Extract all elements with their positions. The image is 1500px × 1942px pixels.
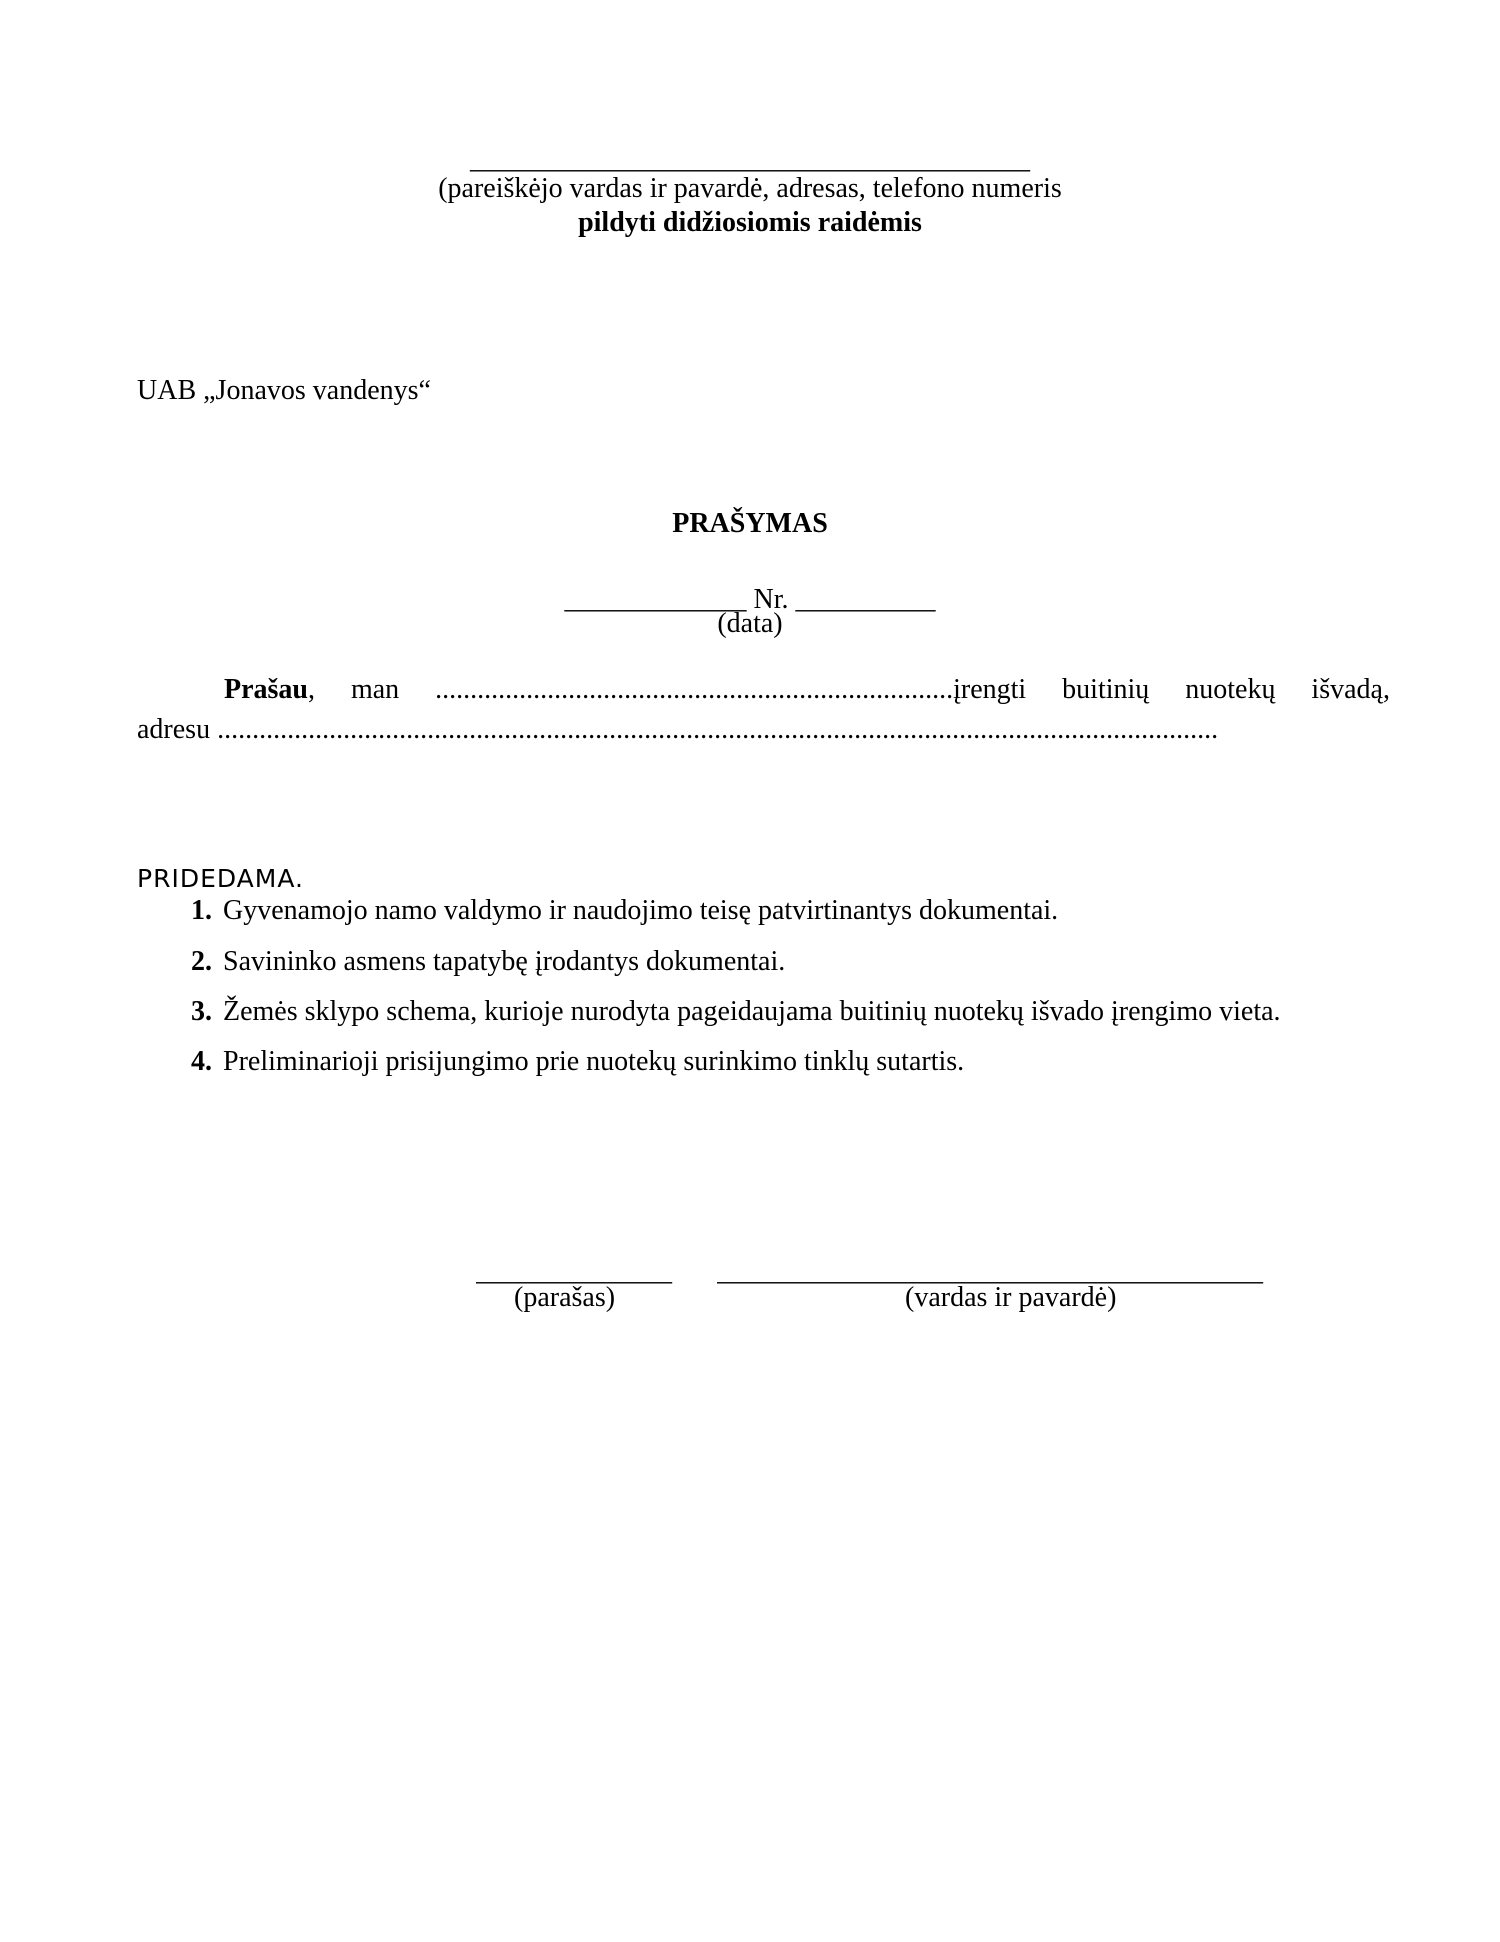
item-text: Gyvenamojo namo valdymo ir naudojimo teisę patvirtinantys dokumentai. xyxy=(223,895,1059,926)
request-comma: , xyxy=(308,674,315,705)
fill-hint: pildyti didžiosiomis raidėmis xyxy=(578,207,922,238)
request-word: išvadą, xyxy=(1311,674,1390,705)
date-caption: (data) xyxy=(717,608,783,639)
attachments-heading: PRIDEDAMA. xyxy=(137,864,304,893)
nr-blank: __________ xyxy=(795,584,936,615)
attachment-item xyxy=(191,948,785,976)
request-word: buitinių xyxy=(1062,674,1150,705)
signature-blank: ______________ xyxy=(476,1258,672,1286)
address-line: adresu ............................................................................................................................................... xyxy=(137,716,1219,744)
item-number: 2. xyxy=(191,946,212,977)
document-title: PRAŠYMAS xyxy=(672,508,828,539)
applicant-hint: (pareiškėjo vardas ir pavardė, adresas, telefono numeris xyxy=(438,173,1062,204)
item-text: Preliminarioji prisijungimo prie nuotekų surinkimo tinklų sutartis. xyxy=(223,1046,965,1077)
item-text: Savininko asmens tapatybę įrodantys dokumentai. xyxy=(223,946,786,977)
request-word: ..........................................................................įrengti xyxy=(435,674,1027,705)
item-number: 1. xyxy=(191,895,212,926)
request-word: man xyxy=(350,674,400,705)
name-blank: _______________________________________ xyxy=(717,1258,1263,1286)
item-number: 4. xyxy=(191,1046,212,1077)
attachment-item xyxy=(191,897,1058,925)
request-bold-word: Prašau xyxy=(224,674,308,705)
recipient: UAB „Jonavos vandenys“ xyxy=(137,375,431,406)
name-caption: (vardas ir pavardė) xyxy=(905,1282,1117,1313)
request-line xyxy=(137,676,1390,704)
item-number: 3. xyxy=(191,996,212,1027)
applicant-blank-line: ________________________________________ xyxy=(470,144,1030,175)
attachment-item xyxy=(191,998,1281,1026)
request-word: nuotekų xyxy=(1185,674,1276,705)
request-start xyxy=(137,676,315,704)
nr-label: Nr. xyxy=(753,584,789,615)
item-text: Žemės sklypo schema, kurioje nurodyta pageidaujama buitinių nuotekų išvado įrengimo vieta. xyxy=(223,996,1281,1027)
date-blank: _____________ xyxy=(564,584,747,615)
signature-caption: (parašas) xyxy=(514,1282,616,1313)
attachment-item xyxy=(191,1048,964,1076)
